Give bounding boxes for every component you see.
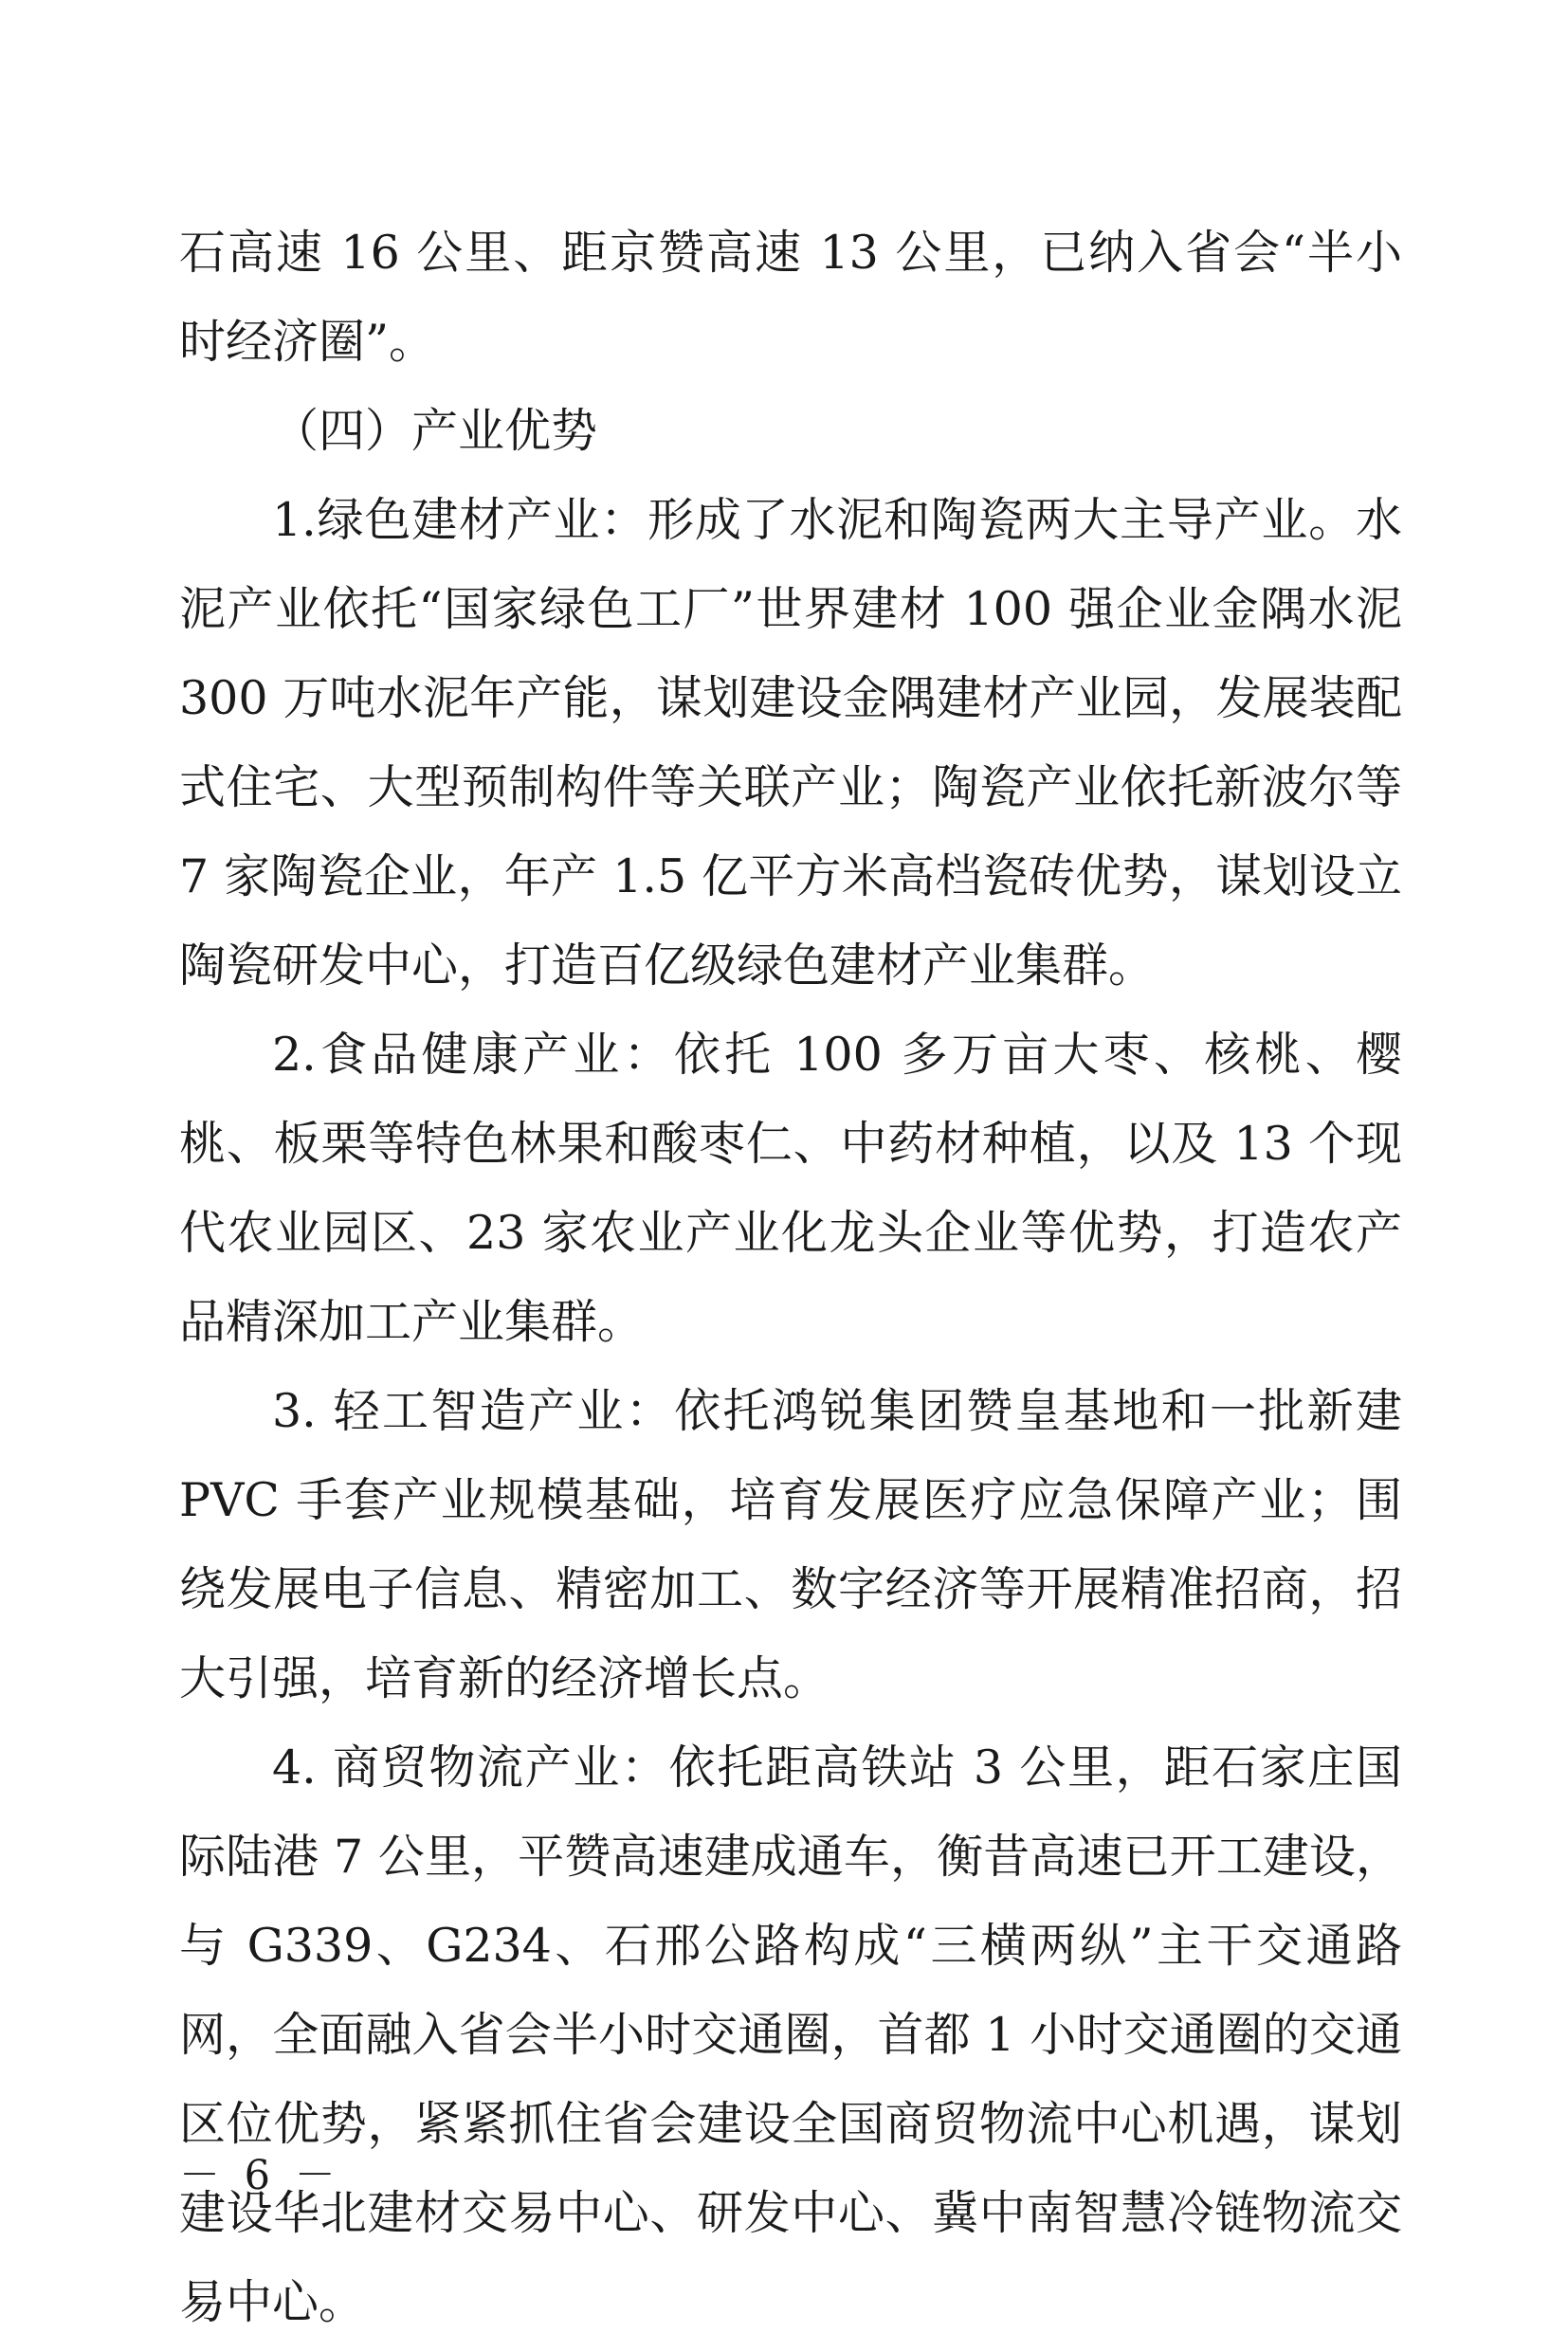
continuation-paragraph: 石高速 16 公里、距京赞高速 13 公里，已纳入省会“半小时经济圈”。 [179, 226, 1402, 369]
body-text [179, 209, 1402, 2347]
paragraph-food-health: 2.食品健康产业：依托 100 多万亩大枣、核桃、樱桃、板栗等特色林果和酸枣仁、中药材种植，以及 13 个现代农业园区、23 家农业产业化龙头企业等优势，打造农产品精深加工产业集群。 [179, 1028, 1402, 1349]
page-number: － 6 － [179, 2152, 341, 2199]
paragraph-light-industry: 3. 轻工智造产业：依托鸿锐集团赞皇基地和一批新建 PVC 手套产业规模基础，培育发展医疗应急保障产业；围绕发展电子信息、精密加工、数字经济等开展精准招商，招大引强，培育新的经济增长点。 [179, 1384, 1402, 1705]
paragraph-commerce-logistics: 4. 商贸物流产业：依托距高铁站 3 公里，距石家庄国际陆港 7 公里，平赞高速建成通车，衡昔高速已开工建设，与 G339、G234、石邢公路构成“三横两纵”主干交通路网，全面融入省会半小时交通圈，首都 1 小时交通圈的交通区位优势，紧紧抓住省会建设全国商贸物流中心机遇，谋划建设华北建材交易中心、研发中心、冀中南智慧冷链物流交易中心。 [179, 1740, 1402, 2329]
paragraph-green-building-materials: 1.绿色建材产业：形成了水泥和陶瓷两大主导产业。水泥产业依托“国家绿色工厂”世界建材 100 强企业金隅水泥 300 万吨水泥年产能，谋划建设金隅建材产业园，发展装配式住宅、大型预制构件等关联产业；陶瓷产业依托新波尔等 7 家陶瓷企业，年产 1.5 亿平方米高档瓷砖优势，谋划设立陶瓷研发中心，打造百亿级绿色建材产业集群。 [179, 493, 1402, 993]
section-heading: （四）产业优势 [272, 404, 598, 458]
